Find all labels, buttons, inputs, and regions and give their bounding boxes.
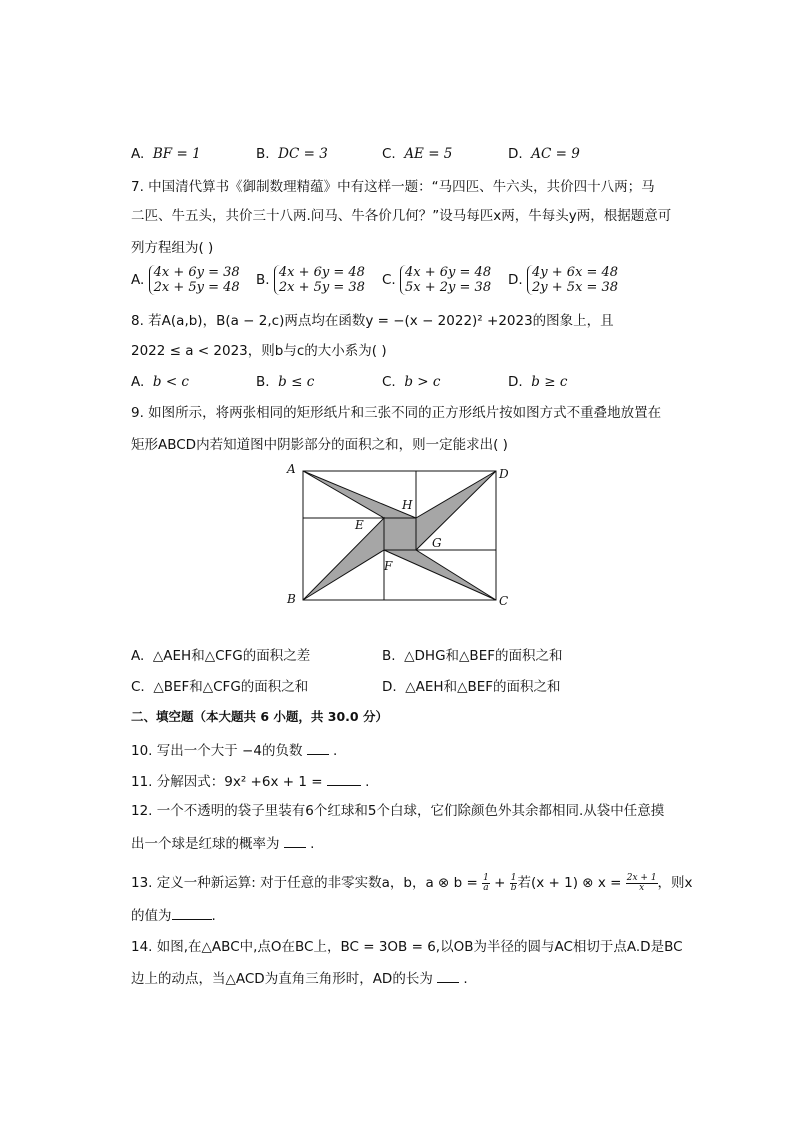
q7-option-a: A. 4x + 6y = 38 2x + 5y = 48 — [131, 265, 240, 295]
answer-blank — [307, 740, 329, 755]
q13-line2: 的值为 . — [131, 905, 216, 926]
label-a: A — [287, 462, 296, 476]
q9-option-b: B. △DHG和△BEF的面积之和 — [382, 648, 563, 664]
q7-option-b: B. 4x + 6y = 48 2x + 5y = 38 — [256, 265, 365, 295]
equation-system: 4x + 6y = 48 2x + 5y = 38 — [274, 265, 365, 295]
q7-line2: 二匹、牛五头，共价三十八两.问马、牛各价几何？”设马每匹x两，牛每头y两，根据题意可 — [131, 208, 672, 224]
q8-option-a: A. b < c — [131, 374, 189, 390]
equation-system: 4x + 6y = 38 2x + 5y = 48 — [149, 265, 240, 295]
label-f: F — [384, 559, 393, 573]
answer-blank — [327, 771, 361, 786]
label-b: B — [287, 592, 296, 606]
answer-blank — [437, 968, 459, 983]
q9-option-c: C. △BEF和△CFG的面积之和 — [131, 679, 309, 695]
q9-line1: 9. 如图所示，将两张相同的矩形纸片和三张不同的正方形纸片按如图方式不重叠地放置在 — [131, 405, 662, 421]
label-g: G — [432, 536, 442, 550]
q8-option-b: B. b ≤ c — [256, 374, 315, 390]
q9-figure — [280, 458, 520, 608]
q8-option-d: D. b ≥ c — [508, 374, 568, 390]
fraction: $\frac{1}{a}$ — [483, 872, 489, 893]
shaded-triangle — [384, 550, 496, 600]
label-d: D — [499, 467, 509, 481]
q7-option-d: D. 4y + 6x = 48 2y + 5x = 38 — [508, 265, 619, 295]
q9-option-a: A. △AEH和△CFG的面积之差 — [131, 648, 311, 664]
answer-blank — [284, 833, 306, 848]
q11: 11. 分解因式：9x² +6x + 1 = . — [131, 771, 369, 792]
q6-option-b: B. DC = 3 — [256, 146, 328, 162]
answer-blank — [172, 905, 212, 920]
q13-line1: 13. 定义一种新运算: 对于任意的非零实数a，b，a ⊗ b = $\frac{1}{a}$ + $\frac{1}{b}$ 若(x + 1) ⊗ x = $\frac{2x + 1}{x}$ ，则x — [131, 872, 693, 893]
center-square — [384, 518, 416, 550]
q8-line1: 8. 若A(a,b)，B(a − 2,c)两点均在函数y = −(x − 2022)² +2023的图象上，且 — [131, 313, 614, 329]
q7-line1: 7. 中国清代算书《御制数理精蕴》中有这样一题：“马四匹、牛六头，共价四十八两；马 — [131, 179, 655, 195]
label-c: C — [499, 594, 509, 608]
equation-system: 4y + 6x = 48 2y + 5x = 38 — [527, 265, 618, 295]
q8-line2: 2022 ≤ a < 2023，则b与c的大小系为( ) — [131, 343, 387, 359]
q12-line1: 12. 一个不透明的袋子里装有6个红球和5个白球，它们除颜色外其余都相同.从袋中任意摸 — [131, 803, 665, 819]
q7-option-c: C. 4x + 6y = 48 5x + 2y = 38 — [382, 265, 492, 295]
q14-line2: 边上的动点，当△ACD为直角三角形时，AD的长为 . — [131, 968, 468, 989]
label-h: H — [402, 498, 413, 512]
q6-option-c: C. AE = 5 — [382, 146, 453, 162]
q6-option-a: A. BF = 1 — [131, 146, 201, 162]
label-e: E — [355, 518, 364, 532]
section-heading: 二、填空题（本大题共 6 小题，共 30.0 分） — [131, 709, 388, 724]
q8-option-c: C. b > c — [382, 374, 441, 390]
q10: 10. 写出一个大于 −4的负数 . — [131, 740, 337, 761]
q14-line1: 14. 如图,在△ABC中,点O在BC上，BC = 3OB = 6,以OB为半径的圆与AC相切于点A.D是BC — [131, 939, 683, 955]
fraction: $\frac{2x + 1}{x}$ — [626, 872, 657, 893]
q9-option-d: D. △AEH和△BEF的面积之和 — [382, 679, 561, 695]
shaded-triangle — [416, 471, 496, 550]
q9-line2: 矩形ABCD内若知道图中阴影部分的面积之和，则一定能求出( ) — [131, 437, 508, 453]
equation-system: 4x + 6y = 48 5x + 2y = 38 — [400, 265, 491, 295]
q7-line3: 列方程组为( ) — [131, 240, 214, 256]
shaded-triangle — [303, 471, 416, 518]
q6-option-d: D. AC = 9 — [508, 146, 580, 162]
shaded-triangle — [303, 518, 384, 600]
q12-line2: 出一个球是红球的概率为 . — [131, 833, 314, 854]
fraction: $\frac{1}{b}$ — [510, 872, 517, 893]
